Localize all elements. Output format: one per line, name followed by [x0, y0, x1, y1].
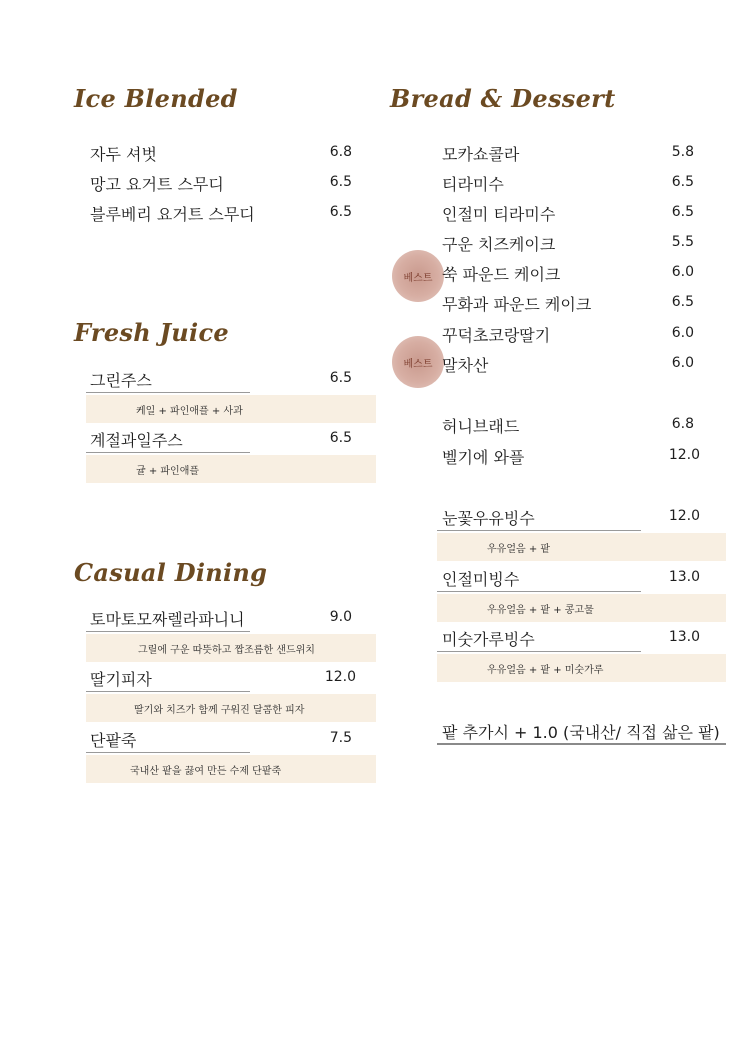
best-badge: [392, 336, 444, 388]
item-description: [437, 594, 726, 622]
menu-item-price: 6.5: [671, 204, 694, 220]
description-text: 그릴에 구운 따뜻하고 짭조름한 샌드위치: [138, 644, 315, 656]
menu-item-price: 6.0: [671, 355, 694, 371]
ice-blended-title: Ice Blended: [74, 84, 238, 113]
menu-item-name: 망고 요거트 스무디: [90, 175, 224, 194]
menu-item-name: 인절미 티라미수: [442, 205, 556, 224]
item-underline: [86, 631, 250, 632]
menu-item-price: 6.5: [329, 370, 352, 386]
menu-item-name: 눈꽃우유빙수: [442, 509, 535, 528]
menu-item-name: 구운 치즈케이크: [442, 235, 556, 254]
description-text: 국내산 팥을 끓여 만든 수제 단팥죽: [130, 765, 282, 777]
menu-item-price: 12.0: [668, 447, 700, 463]
menu-item-name: 딸기피자: [90, 670, 152, 689]
description-text: 우유얼음 + 팥 + 미숫가루: [487, 664, 604, 676]
item-underline: [86, 691, 250, 692]
red-bean-addon-note: 팥 추가시 + 1.0 (국내산/ 직접 삶은 팥): [442, 723, 720, 742]
menu-item-price: 9.0: [329, 609, 352, 625]
menu-item-price: 5.5: [671, 234, 694, 250]
item-underline: [437, 651, 641, 652]
menu-item-price: 13.0: [668, 569, 700, 585]
menu-item-price: 12.0: [668, 508, 700, 524]
item-description: [86, 755, 376, 783]
bread-dessert-title: Bread & Dessert: [390, 84, 616, 113]
description-text: 케일 + 파인애플 + 사과: [136, 405, 243, 417]
item-description: [437, 654, 726, 682]
item-description: [86, 395, 376, 423]
menu-item-price: 6.5: [671, 174, 694, 190]
menu-item-name: 쑥 파운드 케이크: [442, 265, 561, 284]
menu-item-price: 6.8: [329, 144, 352, 160]
menu-item-name: 블루베리 요거트 스무디: [90, 205, 255, 224]
best-badge-label: 베스트: [403, 358, 433, 370]
item-description: [86, 634, 376, 662]
menu-item-price: 13.0: [668, 629, 700, 645]
item-description: [86, 694, 376, 722]
item-underline: [86, 452, 250, 453]
best-badge: [392, 250, 444, 302]
item-underline: [437, 591, 641, 592]
menu-item-name: 자두 셔벗: [90, 145, 157, 164]
menu-item-price: 6.5: [329, 174, 352, 190]
casual-dining-title: Casual Dining: [74, 558, 268, 587]
menu-item-name: 계절과일주스: [90, 431, 183, 450]
item-underline: [437, 530, 641, 531]
best-badge-label: 베스트: [403, 272, 433, 284]
menu-item-name: 벨기에 와플: [442, 448, 525, 467]
menu-item-name: 말차산: [442, 356, 489, 375]
item-underline: [86, 392, 250, 393]
menu-item-price: 6.0: [671, 325, 694, 341]
menu-item-name: 모카쇼콜라: [442, 145, 520, 164]
menu-item-price: 6.5: [329, 204, 352, 220]
menu-item-name: 토마토모짜렐라파니니: [90, 610, 245, 629]
menu-item-name: 인절미빙수: [442, 570, 520, 589]
menu-item-price: 7.5: [329, 730, 352, 746]
item-description: [86, 455, 376, 483]
menu-item-name: 허니브래드: [442, 417, 520, 436]
menu-item-price: 6.5: [329, 430, 352, 446]
description-text: 귤 + 파인애플: [136, 465, 200, 477]
description-text: 우유얼음 + 팥: [487, 543, 551, 555]
menu-item-price: 6.8: [671, 416, 694, 432]
item-underline: [86, 752, 250, 753]
menu-item-price: 6.0: [671, 264, 694, 280]
menu-item-name: 단팥죽: [90, 731, 137, 750]
description-text: 우유얼음 + 팥 + 콩고물: [487, 604, 594, 616]
menu-item-price: 6.5: [671, 294, 694, 310]
menu-item-name: 미숫가루빙수: [442, 630, 535, 649]
menu-item-price: 12.0: [324, 669, 356, 685]
description-text: 딸기와 치즈가 함께 구워진 달콤한 피자: [134, 704, 305, 716]
footnote-underline: [437, 743, 726, 745]
menu-item-name: 무화과 파운드 케이크: [442, 295, 592, 314]
menu-item-name: 티라미수: [442, 175, 504, 194]
menu-item-name: 꾸덕초코랑딸기: [442, 326, 551, 345]
menu-item-name: 그린주스: [90, 371, 152, 390]
menu-item-price: 5.8: [671, 144, 694, 160]
fresh-juice-title: Fresh Juice: [74, 318, 229, 347]
item-description: [437, 533, 726, 561]
